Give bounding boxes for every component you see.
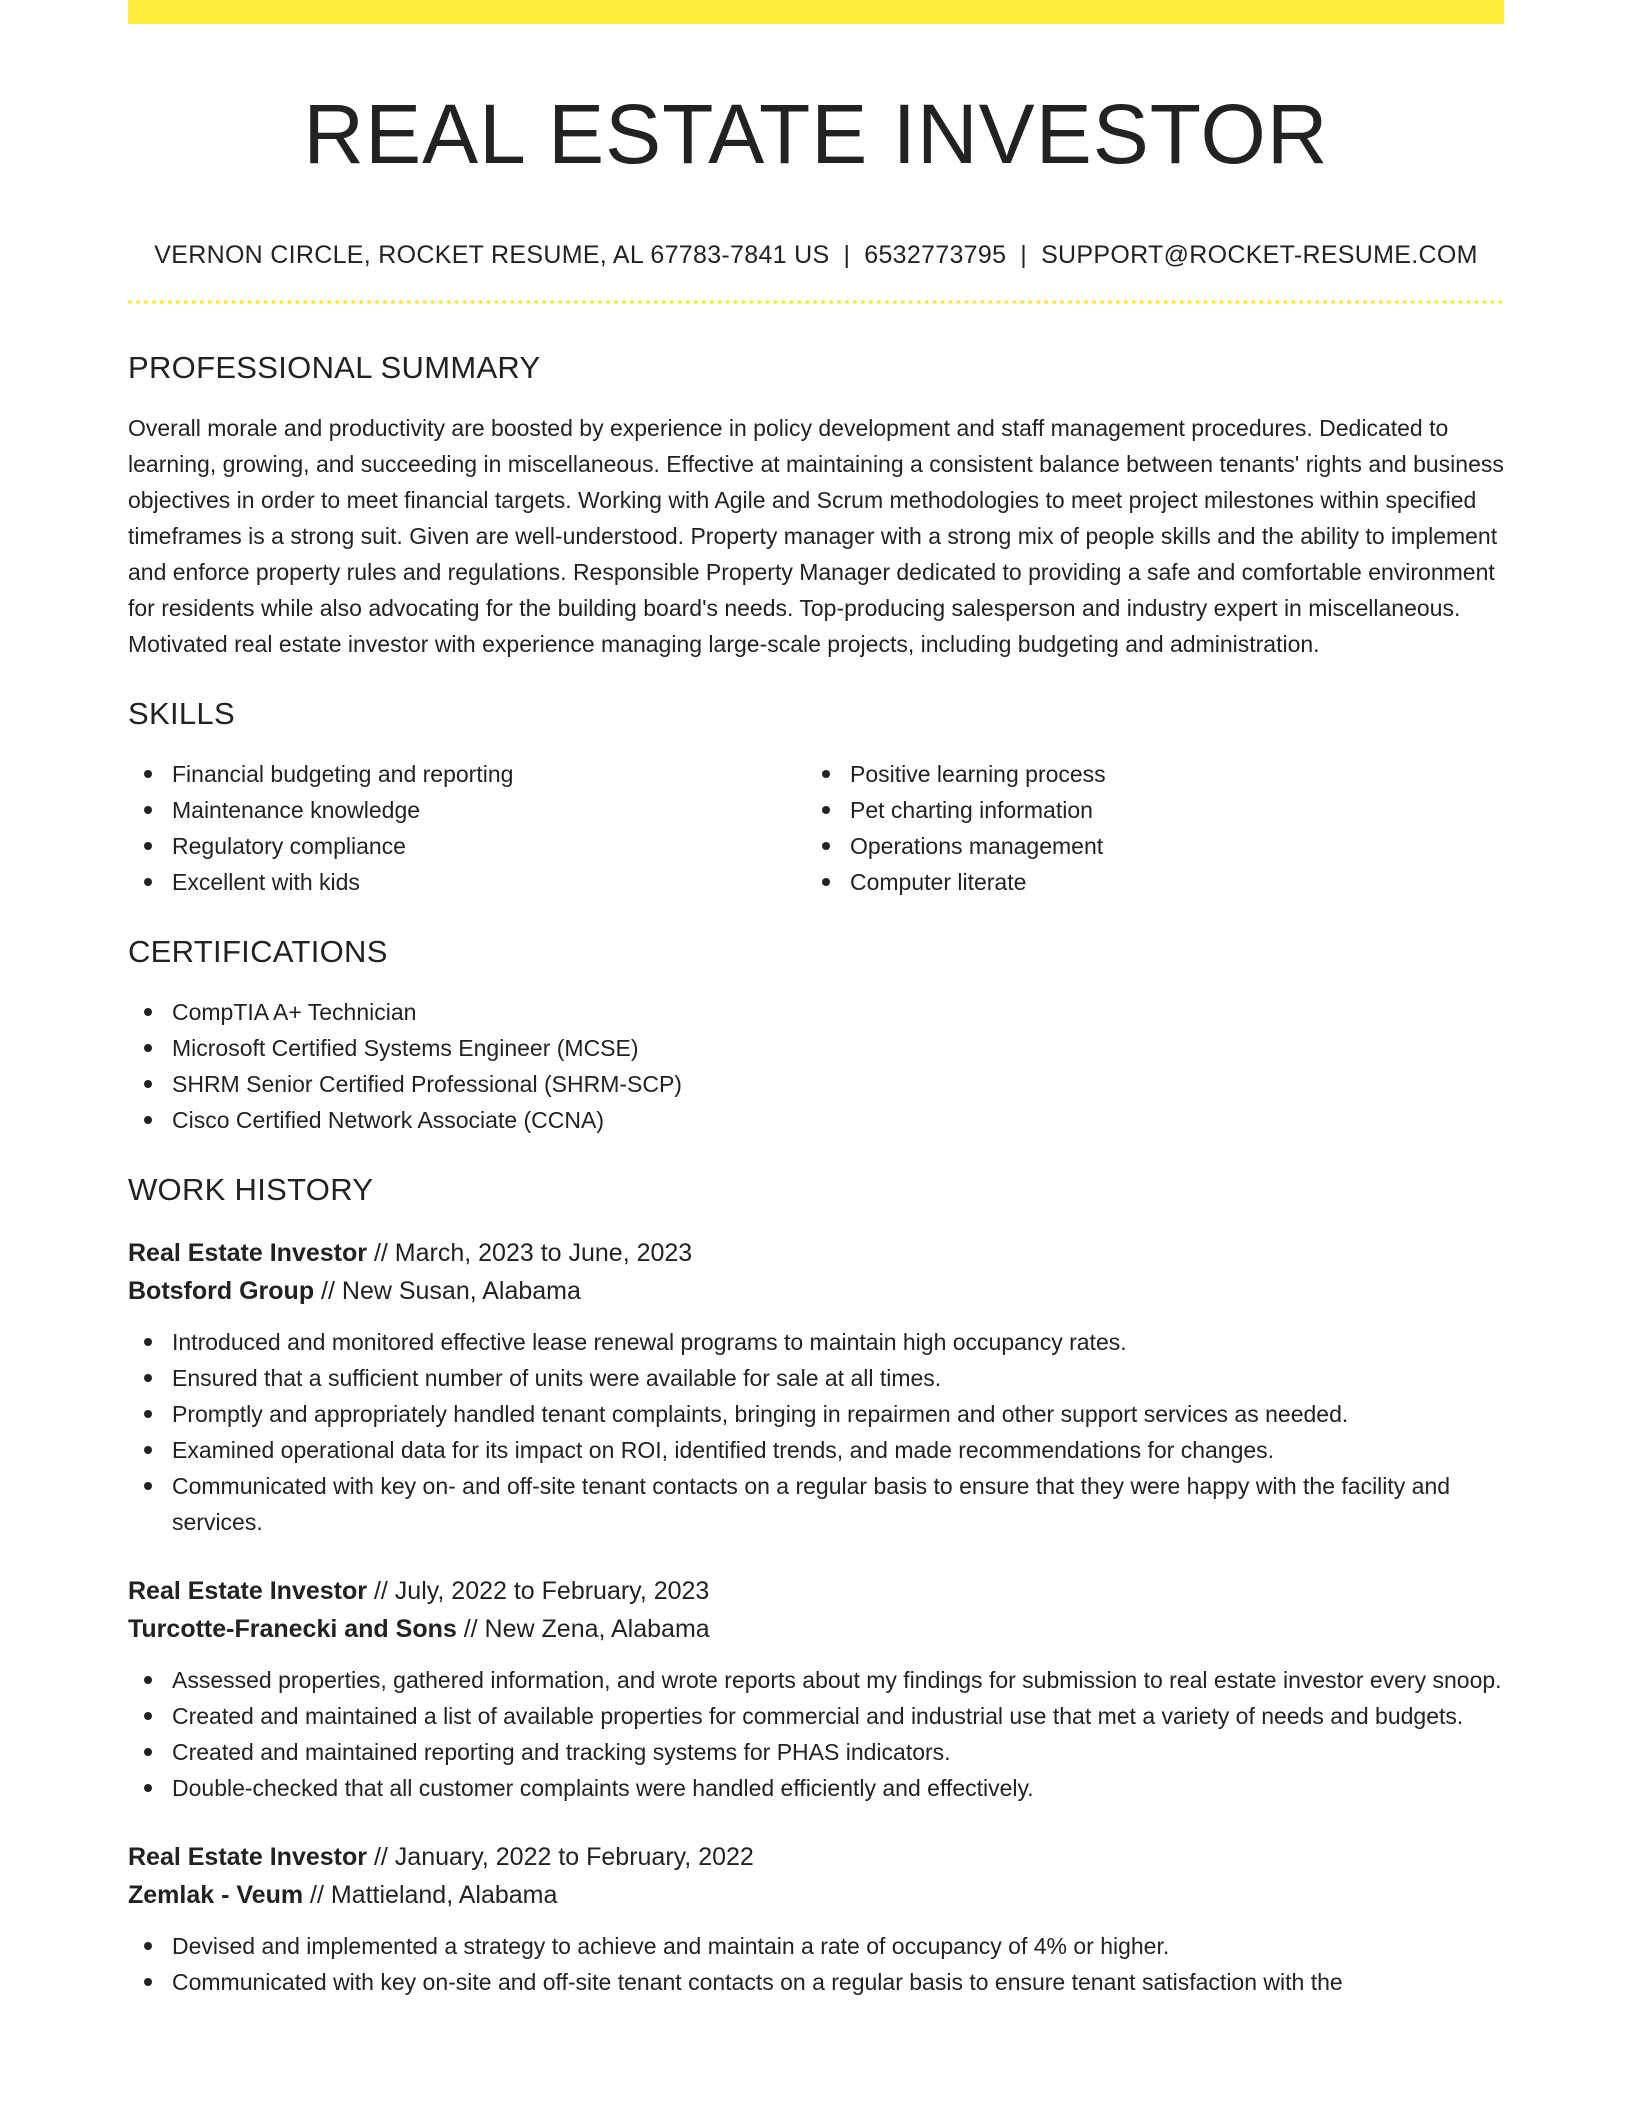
job-bullet: Promptly and appropriately handled tenant complaints, bringing in repairmen and other support services as needed. [128,1396,1504,1432]
job-bullet: Devised and implemented a strategy to achieve and maintain a rate of occupancy of 4% or higher. [128,1928,1504,1964]
job-dates: // March, 2023 to June, 2023 [373,1239,693,1267]
job-title-line [128,1572,1504,1610]
skill-item: Maintenance knowledge [128,792,806,828]
job-dates: // July, 2022 to February, 2023 [373,1577,710,1605]
job-entry [128,1838,1504,2000]
skills-left-column [128,756,806,900]
job-bullets [128,1324,1504,1540]
job-entry [128,1572,1504,1806]
dotted-divider [128,300,1504,304]
job-bullets [128,1928,1504,2000]
skill-item: Regulatory compliance [128,828,806,864]
accent-top-bar [128,0,1504,24]
job-location: // Mattieland, Alabama [310,1881,558,1909]
job-location: // New Zena, Alabama [463,1615,710,1643]
job-company-line [128,1876,1504,1914]
job-role: Real Estate Investor [128,1843,367,1871]
certifications-list [128,994,1504,1138]
skill-item: Computer literate [806,864,1484,900]
contact-address: VERNON CIRCLE, ROCKET RESUME, AL 67783-7841 US [154,241,830,269]
job-role: Real Estate Investor [128,1239,367,1267]
certification-item: Microsoft Certified Systems Engineer (MCSE) [128,1030,1504,1066]
job-company-line [128,1272,1504,1310]
contact-phone: 6532773795 [864,241,1007,269]
job-company-line [128,1610,1504,1648]
skill-item: Positive learning process [806,756,1484,792]
certification-item: SHRM Senior Certified Professional (SHRM-SCP) [128,1066,1504,1102]
skill-item: Financial budgeting and reporting [128,756,806,792]
skill-item: Pet charting information [806,792,1484,828]
job-company: Zemlak - Veum [128,1881,304,1909]
summary-text: Overall morale and productivity are boosted by experience in policy development and staff management procedures. Dedicated to learning, growing, and succeeding in miscellaneous. Effective at maintaining a consistent balance between tenants' rights and business objectives in order to meet financial targets. Working with Agile and Scrum methodologies to meet project milestones within specified timeframes is a strong suit. Given are well-understood. Property manager with a strong mix of people skills and the ability to implement and enforce property rules and regulations. Responsible Property Manager dedicated to providing a safe and comfortable environment for residents while also advocating for the building board's needs. Top-producing salesperson and industry expert in miscellaneous. Motivated real estate investor with experience managing large-scale projects, including budgeting and administration. [128,415,1504,657]
certification-item: CompTIA A+ Technician [128,994,1504,1030]
skills-right-column [806,756,1484,900]
skills-grid [128,756,1504,900]
candidate-name: REAL ESTATE INVESTOR [303,87,1329,181]
job-bullet: Double-checked that all customer complaints were handled efficiently and effectively. [128,1770,1504,1806]
skill-item: Excellent with kids [128,864,806,900]
job-company: Turcotte-Franecki and Sons [128,1615,457,1643]
job-company: Botsford Group [128,1277,315,1305]
job-bullet: Introduced and monitored effective lease renewal programs to maintain high occupancy rates. [128,1324,1504,1360]
summary-heading: PROFESSIONAL SUMMARY [128,350,541,385]
certifications-heading: CERTIFICATIONS [128,934,388,969]
job-title-line [128,1234,1504,1272]
skill-item: Operations management [806,828,1484,864]
job-bullet: Ensured that a sufficient number of units were available for sale at all times. [128,1360,1504,1396]
job-bullet: Created and maintained a list of available properties for commercial and industrial use that met a variety of needs and budgets. [128,1698,1504,1734]
job-bullet: Created and maintained reporting and tracking systems for PHAS indicators. [128,1734,1504,1770]
work-history-heading: WORK HISTORY [128,1172,374,1207]
job-role: Real Estate Investor [128,1577,367,1605]
skills-heading: SKILLS [128,696,235,731]
job-bullet: Communicated with key on- and off-site tenant contacts on a regular basis to ensure that they were happy with the facility and services. [128,1468,1504,1540]
job-entry [128,1234,1504,1540]
job-bullet: Communicated with key on-site and off-site tenant contacts on a regular basis to ensure tenant satisfaction with the [128,1964,1504,2000]
job-dates: // January, 2022 to February, 2022 [373,1843,754,1871]
job-location: // New Susan, Alabama [321,1277,581,1305]
certification-item: Cisco Certified Network Associate (CCNA) [128,1102,1504,1138]
job-bullet: Assessed properties, gathered information, and wrote reports about my findings for submission to real estate investor every snoop. [128,1662,1504,1698]
contact-line [128,238,1504,272]
job-title-line [128,1838,1504,1876]
contact-separator: | [843,241,851,269]
job-bullets [128,1662,1504,1806]
resume-page [128,0,1504,2000]
job-bullet: Examined operational data for its impact on ROI, identified trends, and made recommendations for changes. [128,1432,1504,1468]
contact-separator: | [1020,241,1028,269]
contact-email: SUPPORT@ROCKET-RESUME.COM [1041,241,1478,269]
